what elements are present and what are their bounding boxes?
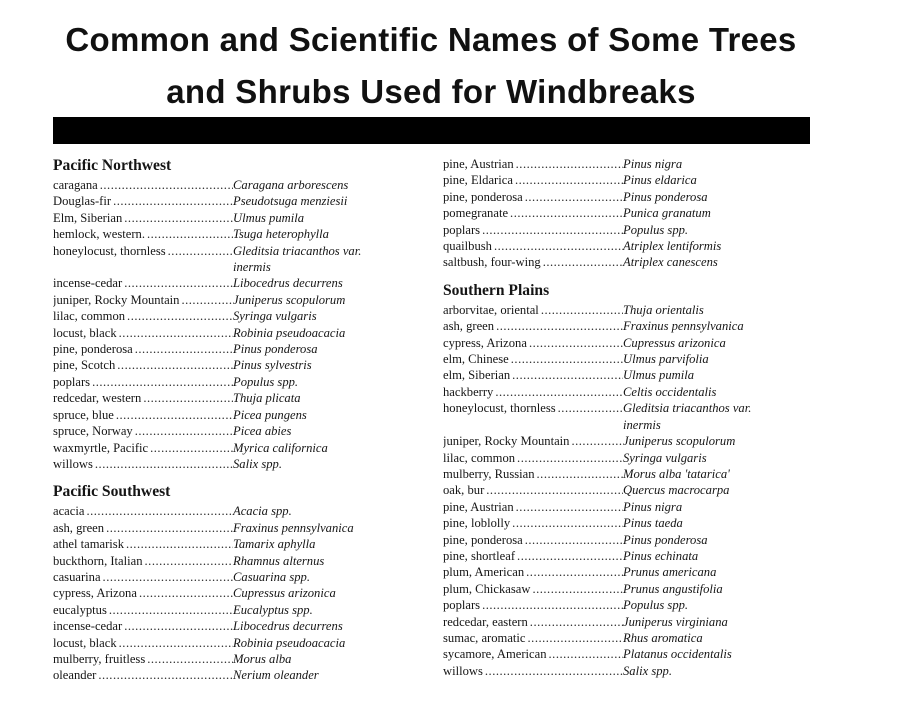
common-name [443,335,623,351]
common-name [53,423,233,439]
list-item [53,226,383,242]
scientific-name: Pinus nigra [623,499,683,514]
scientific-name: Tamarix aphylla [233,537,316,552]
title-line-2: and Shrubs Used for Windbreaks [166,73,696,110]
common-name [53,667,233,683]
common-name [443,515,623,531]
dot-leader [124,536,233,552]
common-name-text: saltbush, four-wing [443,255,541,270]
list-item [443,532,773,548]
list-item [53,635,383,651]
list-item [443,238,773,254]
scientific-name: Pinus nigra [623,157,683,171]
list-item [53,553,383,569]
list-item [443,318,773,334]
scientific-name: Populus spp. [233,374,299,389]
list-item [443,172,773,188]
common-name [443,630,623,646]
list-item [53,569,383,585]
common-name [53,374,233,390]
common-name-text: acacia [53,504,85,519]
common-name-text: pine, shortleaf [443,548,516,563]
scientific-name: Pinus echinata [623,548,699,563]
common-name-text: spruce, blue [53,407,114,422]
common-name [443,302,623,318]
scientific-name: Morus alba [233,651,292,666]
dot-leader [111,193,233,209]
left-column [53,156,383,684]
dot-leader [84,503,233,519]
list-item [443,564,773,580]
common-name [443,156,623,172]
list-item [443,581,773,597]
list-item [443,630,773,646]
scientific-name: Juniperus virginiana [623,614,728,629]
scientific-name: Pseudotsuga menziesii [233,194,348,209]
scientific-name: Ulmus pumila [623,368,695,383]
list-item [443,482,773,498]
scientific-name: Populus spp. [623,598,689,613]
list-item [53,651,383,667]
dot-leader [96,667,233,683]
common-name [443,367,623,383]
dot-leader [524,564,623,580]
common-name-text: caragana [53,178,98,192]
dot-leader [115,357,233,373]
list-item [443,351,773,367]
common-name [53,553,233,569]
list-item [53,292,383,308]
list-item [443,254,773,270]
list-item [53,177,383,193]
common-name-text: ash, green [443,319,495,334]
scientific-name: Platanus occidentalis [623,647,732,662]
list-item [443,156,773,172]
common-name [53,193,233,209]
common-name-text: pine, ponderosa [443,189,523,204]
common-name-text: sumac, aromatic [443,630,526,645]
scientific-name: Celtis occidentalis [623,384,717,399]
scientific-name: Prunus americana [623,565,717,580]
common-name-text: arborvitae, oriental [443,302,539,317]
dot-leader [526,630,623,646]
scientific-name: Juniperus scopulorum [623,434,736,449]
dot-leader [483,663,623,679]
common-name [53,292,233,308]
common-name [53,341,233,357]
common-name [443,548,623,564]
common-name-text: locust, black [53,635,117,650]
list-item [53,602,383,618]
common-name [53,618,233,634]
dot-leader [508,205,623,221]
scientific-name: Gleditsia triacanthos var. inermis [623,401,752,432]
pacific-northwest-list [53,177,383,472]
common-name [53,520,233,536]
common-name [443,433,623,449]
pacific-southwest-list [53,503,383,683]
list-item [443,367,773,383]
common-name [53,602,233,618]
list-item [53,503,383,519]
dot-leader [145,226,233,242]
list-item [443,384,773,400]
dot-leader [93,456,233,472]
common-name [443,384,623,400]
common-name-text: mulberry, Russian [443,466,535,481]
section-heading-pacific-southwest: Pacific Southwest [53,483,171,501]
common-name-text: poplars [443,598,481,613]
common-name [53,226,233,242]
common-name-text: elm, Chinese [443,352,509,367]
dot-leader [125,308,233,324]
scientific-name: Prunus angustifolia [623,581,723,596]
dot-leader [122,210,233,226]
dot-leader [510,515,623,531]
common-name [53,536,233,552]
dot-leader [133,341,233,357]
common-name [53,440,233,456]
scientific-name: Juniperus scopulorum [233,292,346,307]
list-item [443,302,773,318]
section-heading-southern-plains: Southern Plains [443,281,550,299]
scientific-name: Acacia spp. [233,504,292,519]
common-name [443,597,623,613]
dot-leader [107,602,233,618]
list-item [53,374,383,390]
dot-leader [101,569,233,585]
common-name [443,581,623,597]
scientific-name: Pinus sylvestris [233,358,312,373]
list-item [443,433,773,449]
common-name-text: mulberry, fruitless [53,651,146,666]
list-item [53,193,383,209]
common-name [443,466,623,482]
common-name [53,210,233,226]
scientific-name: Libocedrus decurrens [233,276,343,291]
common-name-text: hemlock, western. [53,227,145,242]
list-item [443,189,773,205]
common-name-text: casuarina [53,569,101,584]
scientific-name: Atriplex lentiformis [623,239,722,254]
list-item [443,222,773,238]
common-name-text: redcedar, eastern [443,614,528,629]
common-name [443,254,623,270]
dot-leader [514,499,623,515]
scientific-name: Fraxinus pennsylvanica [233,520,354,535]
southern-plains-list [443,302,773,679]
common-name-text: cypress, Arizona [443,335,527,350]
scientific-name: Fraxinus pennsylvanica [623,319,744,334]
dot-leader [514,156,623,172]
dot-leader [98,177,233,193]
scientific-name: Cupressus arizonica [623,335,726,350]
common-name-text: willows [53,456,93,471]
dot-leader [145,651,233,667]
list-item [53,341,383,357]
common-name [443,238,623,254]
list-item [53,520,383,536]
dot-leader [117,635,233,651]
common-name-text: juniper, Rocky Mountain [53,292,180,307]
common-name-text: willows [443,663,483,678]
common-name-text: eucalyptus [53,602,107,617]
list-item [443,515,773,531]
list-item [443,597,773,613]
dot-leader [480,597,623,613]
scientific-name: Gleditsia triacanthos var. inermis [233,243,362,275]
list-item [443,450,773,466]
scientific-name: Eucalyptus spp. [233,602,313,617]
scientific-name: Robinia pseudoacacia [233,635,346,650]
list-item [53,325,383,341]
common-name-text: poplars [53,374,91,389]
dot-leader [137,585,233,601]
common-name-text: oak, bur [443,483,485,498]
common-name-text: honeylocust, thornless [53,243,166,258]
scientific-name: Picea abies [233,424,292,439]
common-name [443,482,623,498]
list-item [443,548,773,564]
scientific-name: Syringa vulgaris [623,450,707,465]
dot-leader [528,614,623,630]
dot-leader [492,238,623,254]
common-name [443,400,623,416]
scientific-name: Pinus ponderosa [623,532,708,547]
list-item [443,499,773,515]
dot-leader [90,374,233,390]
list-item [443,646,773,662]
common-name-text: lilac, common [443,450,516,465]
dot-leader [547,646,623,662]
common-name-text: pine, Austrian [443,157,514,171]
scientific-name: Casuarina spp. [233,569,310,584]
scientific-name: Pinus ponderosa [233,342,318,357]
common-name [443,318,623,334]
common-name [443,614,623,630]
common-name [53,177,233,193]
dot-leader [530,581,623,597]
common-name-text: juniper, Rocky Mountain [443,434,570,449]
dot-leader [494,318,623,334]
common-name [443,646,623,662]
common-name [53,456,233,472]
common-name-text: cypress, Arizona [53,586,137,601]
dot-leader [484,482,623,498]
list-item [443,335,773,351]
common-name [53,651,233,667]
list-item [443,205,773,221]
common-name-text: sycamore, American [443,647,547,662]
common-name-text: lilac, common [53,309,126,324]
common-name [443,532,623,548]
dot-leader [148,440,233,456]
common-name-text: quailbush [443,239,492,254]
header-black-bar [53,117,810,144]
list-item [53,440,383,456]
dot-leader [569,433,623,449]
common-name-text: plum, American [443,565,525,580]
scientific-name: Picea pungens [233,407,307,422]
common-name [443,450,623,466]
common-name-text: waxmyrtle, Pacific [53,440,149,455]
dot-leader [122,618,233,634]
page-title [0,14,862,118]
scientific-name: Pinus taeda [623,516,683,531]
dot-leader [527,335,623,351]
common-name-text: pine, ponderosa [53,342,133,357]
common-name-text: oleander [53,668,97,683]
dot-leader [117,325,233,341]
common-name-text: honeylocust, thornless [443,401,556,416]
common-name [53,407,233,423]
common-name [443,564,623,580]
scientific-name: Nerium oleander [233,668,319,683]
list-item [53,456,383,472]
common-name-text: plum, Chickasaw [443,581,531,596]
common-name [53,243,233,259]
common-name-text: pomegranate [443,206,509,221]
scientific-name: Morus alba 'tatarica' [623,466,730,481]
dot-leader [510,367,623,383]
common-name-text: pine, ponderosa [443,532,523,547]
dot-leader [509,351,623,367]
dot-leader [133,423,233,439]
dot-leader [122,275,233,291]
scientific-name: Atriplex canescens [623,255,718,270]
common-name-text: pine, loblolly [443,516,511,531]
scientific-name: Robinia pseudoacacia [233,325,346,340]
common-name [443,189,623,205]
common-name [53,325,233,341]
scientific-name: Rhamnus alternus [233,553,325,568]
common-name-text: pine, Eldarica [443,173,513,188]
common-name-text: incense-cedar [53,276,123,291]
scientific-name: Rhus aromatica [623,630,703,645]
dot-leader [539,302,623,318]
dot-leader [143,553,233,569]
common-name [53,569,233,585]
scientific-name: Cupressus arizonica [233,586,336,601]
common-name [443,172,623,188]
scientific-name: Libocedrus decurrens [233,619,343,634]
common-name-text: incense-cedar [53,619,123,634]
common-name [443,351,623,367]
scientific-name: Pinus eldarica [623,173,697,188]
list-item [53,667,383,683]
dot-leader [523,189,623,205]
scientific-name: Salix spp. [623,663,672,678]
title-line-1: Common and Scientific Names of Some Trees [65,21,797,58]
list-item [443,466,773,482]
list-item [53,210,383,226]
dot-leader [513,172,623,188]
common-name [443,222,623,238]
common-name-text: athel tamarisk [53,537,124,552]
dot-leader [535,466,623,482]
common-name-text: buckthorn, Italian [53,553,143,568]
list-item [443,400,773,433]
scientific-name: Populus spp. [623,222,689,237]
common-name-text: pine, Scotch [53,358,116,373]
common-name [53,308,233,324]
list-item [53,243,383,276]
list-item [53,357,383,373]
common-name-text: pine, Austrian [443,499,514,514]
scientific-name: Ulmus parvifolia [623,352,709,367]
common-name [53,585,233,601]
common-name-text: locust, black [53,325,117,340]
common-name-text: redcedar, western [53,391,142,406]
pacific-southwest-continued-list [443,156,773,271]
common-name [53,390,233,406]
common-name [443,499,623,515]
dot-leader [541,254,623,270]
common-name-text: Elm, Siberian [53,210,123,225]
dot-leader [114,407,233,423]
common-name [53,635,233,651]
scientific-name: Syringa vulgaris [233,309,317,324]
dot-leader [104,520,233,536]
list-item [53,308,383,324]
list-item [53,390,383,406]
dot-leader [515,450,623,466]
scientific-name: Quercus macrocarpa [623,483,730,498]
scientific-name: Salix spp. [233,456,282,471]
dot-leader [515,548,623,564]
dot-leader [141,390,233,406]
scientific-name: Caragana arborescens [233,178,349,192]
common-name-text: poplars [443,222,481,237]
list-item [443,614,773,630]
common-name-text: Douglas-fir [53,194,112,209]
common-name-text: elm, Siberian [443,368,511,383]
scientific-name: Thuja orientalis [623,302,704,317]
dot-leader [179,292,233,308]
dot-leader [493,384,623,400]
list-item [53,275,383,291]
list-item [53,536,383,552]
common-name [53,275,233,291]
scientific-name: Punica granatum [623,206,711,221]
scientific-name: Myrica californica [233,440,328,455]
common-name [53,503,233,519]
scientific-name: Tsuga heterophylla [233,227,329,242]
common-name [443,205,623,221]
list-item [53,423,383,439]
list-item [443,663,773,679]
list-item [53,585,383,601]
section-heading-pacific-northwest: Pacific Northwest [53,157,172,174]
dot-leader [480,222,623,238]
common-name [443,663,623,679]
right-column [443,156,773,679]
scientific-name: Ulmus pumila [233,210,305,225]
dot-leader [166,243,233,259]
common-name-text: hackberry [443,384,494,399]
list-item [53,407,383,423]
common-name-text: ash, green [53,520,105,535]
dot-leader [523,532,623,548]
scientific-name: Pinus ponderosa [623,189,708,204]
list-item [53,618,383,634]
common-name-text: spruce, Norway [53,424,133,439]
dot-leader [556,400,623,416]
scientific-name: Thuja plicata [233,391,301,406]
common-name [53,357,233,373]
